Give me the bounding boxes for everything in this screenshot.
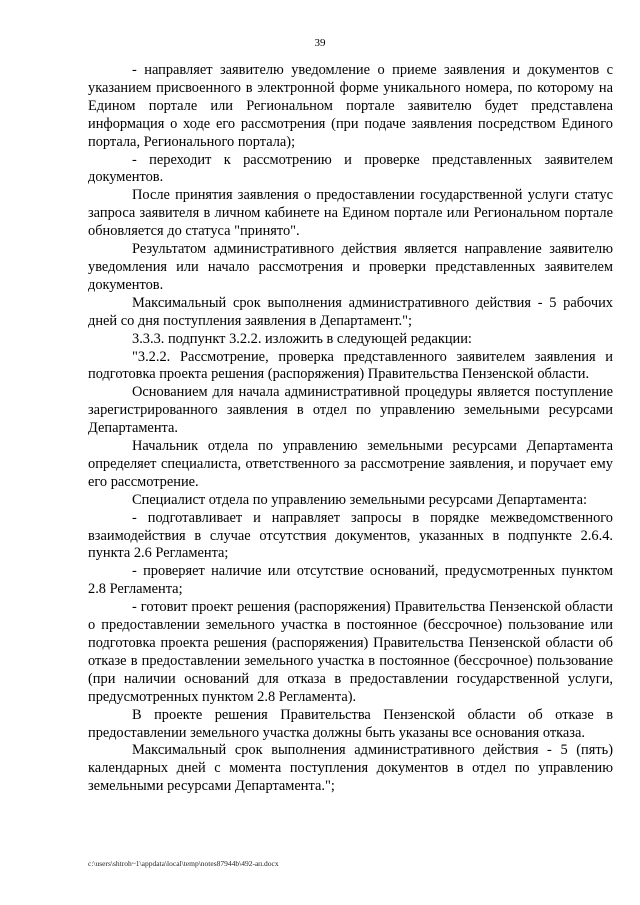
paragraph: 3.3.3. подпункт 3.2.2. изложить в следующей редакции:: [132, 330, 472, 347]
paragraph: - проверяет наличие или отсутствие оснований, предусмотренных пунктом 2.8 Регламента;: [88, 563, 613, 598]
paragraph: Максимальный срок выполнения административного действия - 5 (пять) календарных дней с момента поступления документов в отдел по управлению земельными ресурсами Департамента.";: [88, 742, 613, 795]
paragraph: Специалист отдела по управлению земельными ресурсами Департамента:: [132, 491, 587, 508]
paragraph: Основанием для начала административной процедуры является поступление зарегистрированного заявления в отдел по управлению земельными ресурсами Департамента.: [88, 384, 613, 437]
paragraph: "3.2.2. Рассмотрение, проверка представленного заявителем заявления и подготовка проекта решения (распоряжения) Правительства Пензенской области.: [88, 348, 613, 383]
paragraph: - готовит проект решения (распоряжения) Правительства Пензенской области о предоставлении земельного участка в постоянное (бессрочное) пользование или подготовка проекта решения (распоряжения) Правительства Пензенской области об отказе в предоставлении земельного участка в постоянное (бессрочное) пользование (при наличии оснований для отказа в предоставлении государственной услуги, предусмотренных пунктом 2.8 Регламента).: [88, 599, 613, 705]
paragraph: Максимальный срок выполнения административного действия - 5 рабочих дней со дня поступления заявления в Департамент.";: [88, 294, 613, 329]
paragraph: После принятия заявления о предоставлении государственной услуги статус запроса заявителя в личном кабинете на Едином портале или Региональном портале обновляется до статуса "принято".: [88, 187, 613, 240]
paragraph: Результатом административного действия является направление заявителю уведомления или начало рассмотрения и проверки представленных заявителем документов.: [88, 241, 613, 293]
paragraph: В проекте решения Правительства Пензенской области об отказе в предоставлении земельного участка должны быть указаны все основания отказа.: [88, 706, 613, 741]
paragraph: - направляет заявителю уведомление о приеме заявления и документов с указанием присвоенного в электронной форме уникального номера, по которому на Едином портале или Региональном портале заявителю будет представлена информация о ходе его рассмотрения (при подаче заявления посредством Единого портала, Регионального портала);: [88, 62, 613, 150]
paragraph: - переходит к рассмотрению и проверке представленных заявителем документов.: [88, 151, 613, 186]
page-number: 39: [314, 37, 326, 49]
document-body: [88, 62, 613, 796]
footer-file-path: c:\users\shtroh~1\appdata\local\temp\notes87944b\492-ап.docx: [88, 859, 279, 868]
paragraph: - подготавливает и направляет запросы в порядке межведомственного взаимодействия в случае отсутствия документов, указанных в подпункте 2.6.4. пункта 2.6 Регламента;: [88, 509, 613, 562]
paragraph: Начальник отдела по управлению земельными ресурсами Департамента определяет специалиста, ответственного за рассмотрение заявления, и поручает ему его рассмотрение.: [88, 438, 613, 490]
